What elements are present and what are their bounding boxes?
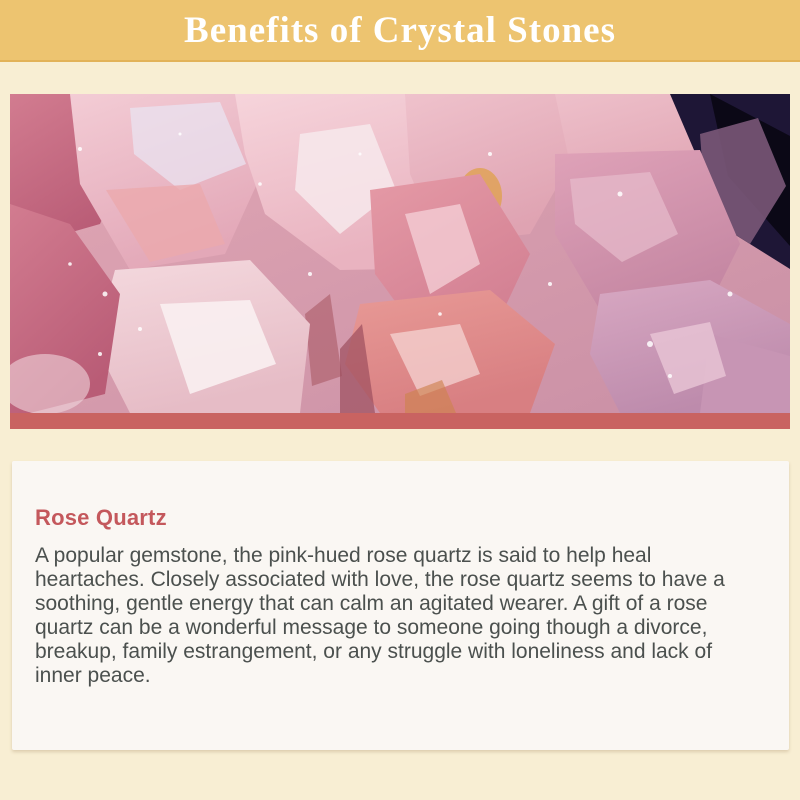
rose-quartz-photo [10,94,790,413]
accent-band [10,413,790,429]
card-heading: Rose Quartz [35,505,167,530]
card-paragraph: A popular gemstone, the pink-hued rose quartz is said to help heal heartaches. Closely associated with love, the rose quartz seems to have a soothing, gentle energy that can calm an agitated wearer. A gift of a rose quartz can be a wonderful message to someone going though a divorce, breakup, family estrangement, or any struggle with loneliness and lack of inner peace. [35,544,725,687]
rose-quartz-photo-illustration [10,94,790,413]
header-banner [0,0,800,62]
page-title: Benefits of Crystal Stones [184,9,616,51]
info-card [12,461,789,750]
